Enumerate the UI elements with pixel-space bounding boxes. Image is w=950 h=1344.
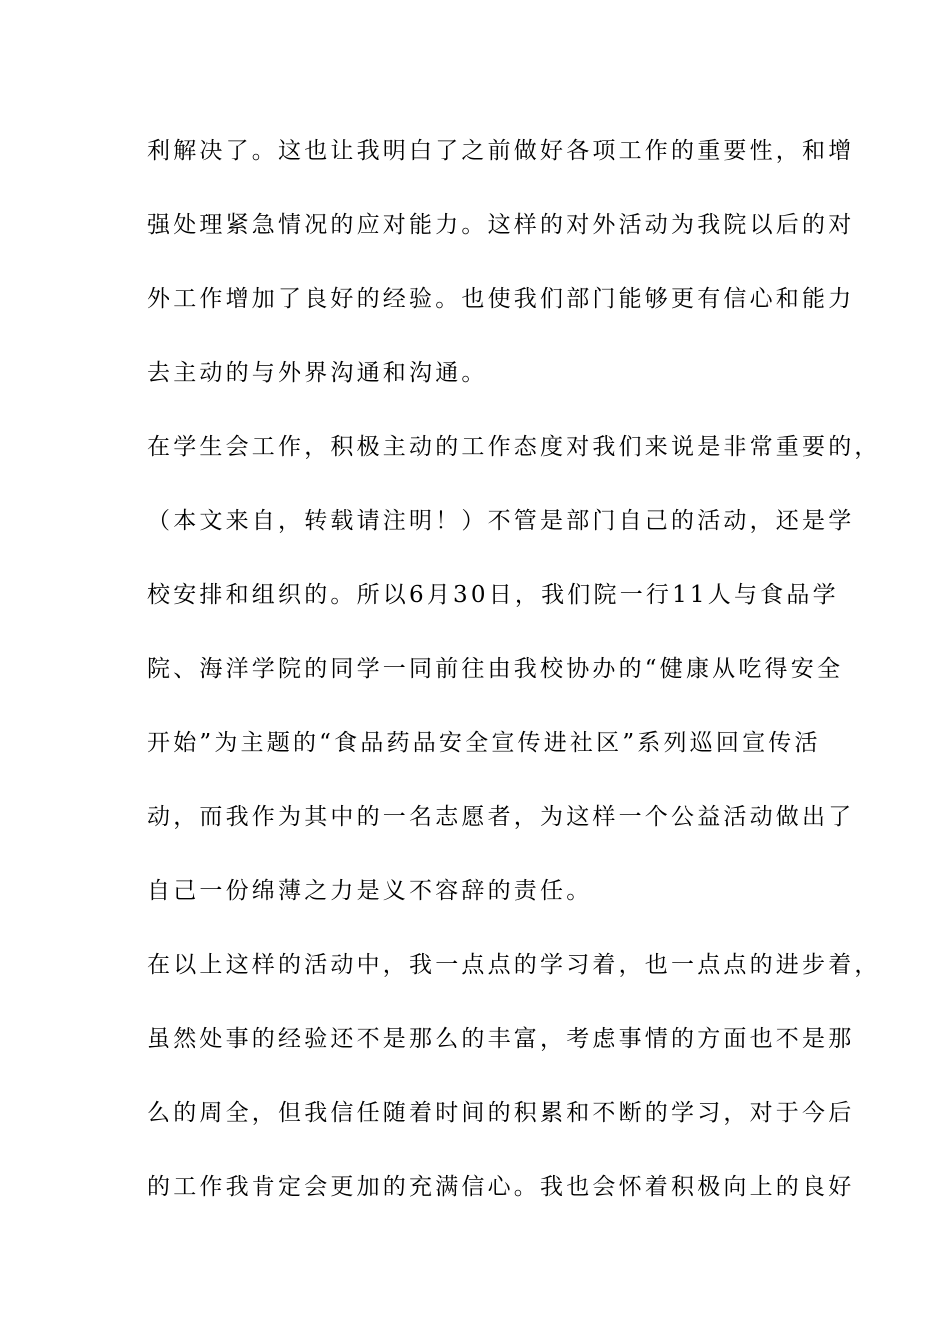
text-line: 么的周全，但我信任随着时间的积累和不断的学习，对于今后 (147, 1100, 855, 1126)
text-line: 利解决了。这也让我明白了之前做好各项工作的重要性，和增 (147, 138, 855, 164)
text-line: 强处理紧急情况的应对能力。这样的对外活动为我院以后的对 (147, 212, 855, 238)
text-line: 在以上这样的活动中，我一点点的学习着，也一点点的进步着， (147, 952, 881, 978)
text-line: 在学生会工作，积极主动的工作态度对我们来说是非常重要的， (147, 434, 881, 460)
text-line: 动，而我作为其中的一名志愿者，为这样一个公益活动做出了 (147, 804, 855, 830)
text-line: （本文来自，转载请注明！）不管是部门自己的活动，还是学 (147, 508, 855, 534)
text-line: 校安排和组织的。所以6月30日，我们院一行11人与食品学 (147, 582, 839, 608)
text-line: 外工作增加了良好的经验。也使我们部门能够更有信心和能力 (147, 286, 855, 312)
text-line: 的工作我肯定会更加的充满信心。我也会怀着积极向上的良好 (147, 1174, 855, 1200)
text-line: 去主动的与外界沟通和沟通。 (147, 360, 488, 386)
text-line: 院、海洋学院的同学一同前往由我校协办的“健康从吃得安全 (147, 656, 844, 682)
text-line: 虽然处事的经验还不是那么的丰富，考虑事情的方面也不是那 (147, 1026, 855, 1052)
text-line: 开始”为主题的“食品药品安全宣传进社区”系列巡回宣传活 (147, 730, 821, 756)
text-line: 自己一份绵薄之力是义不容辞的责任。 (147, 878, 593, 904)
